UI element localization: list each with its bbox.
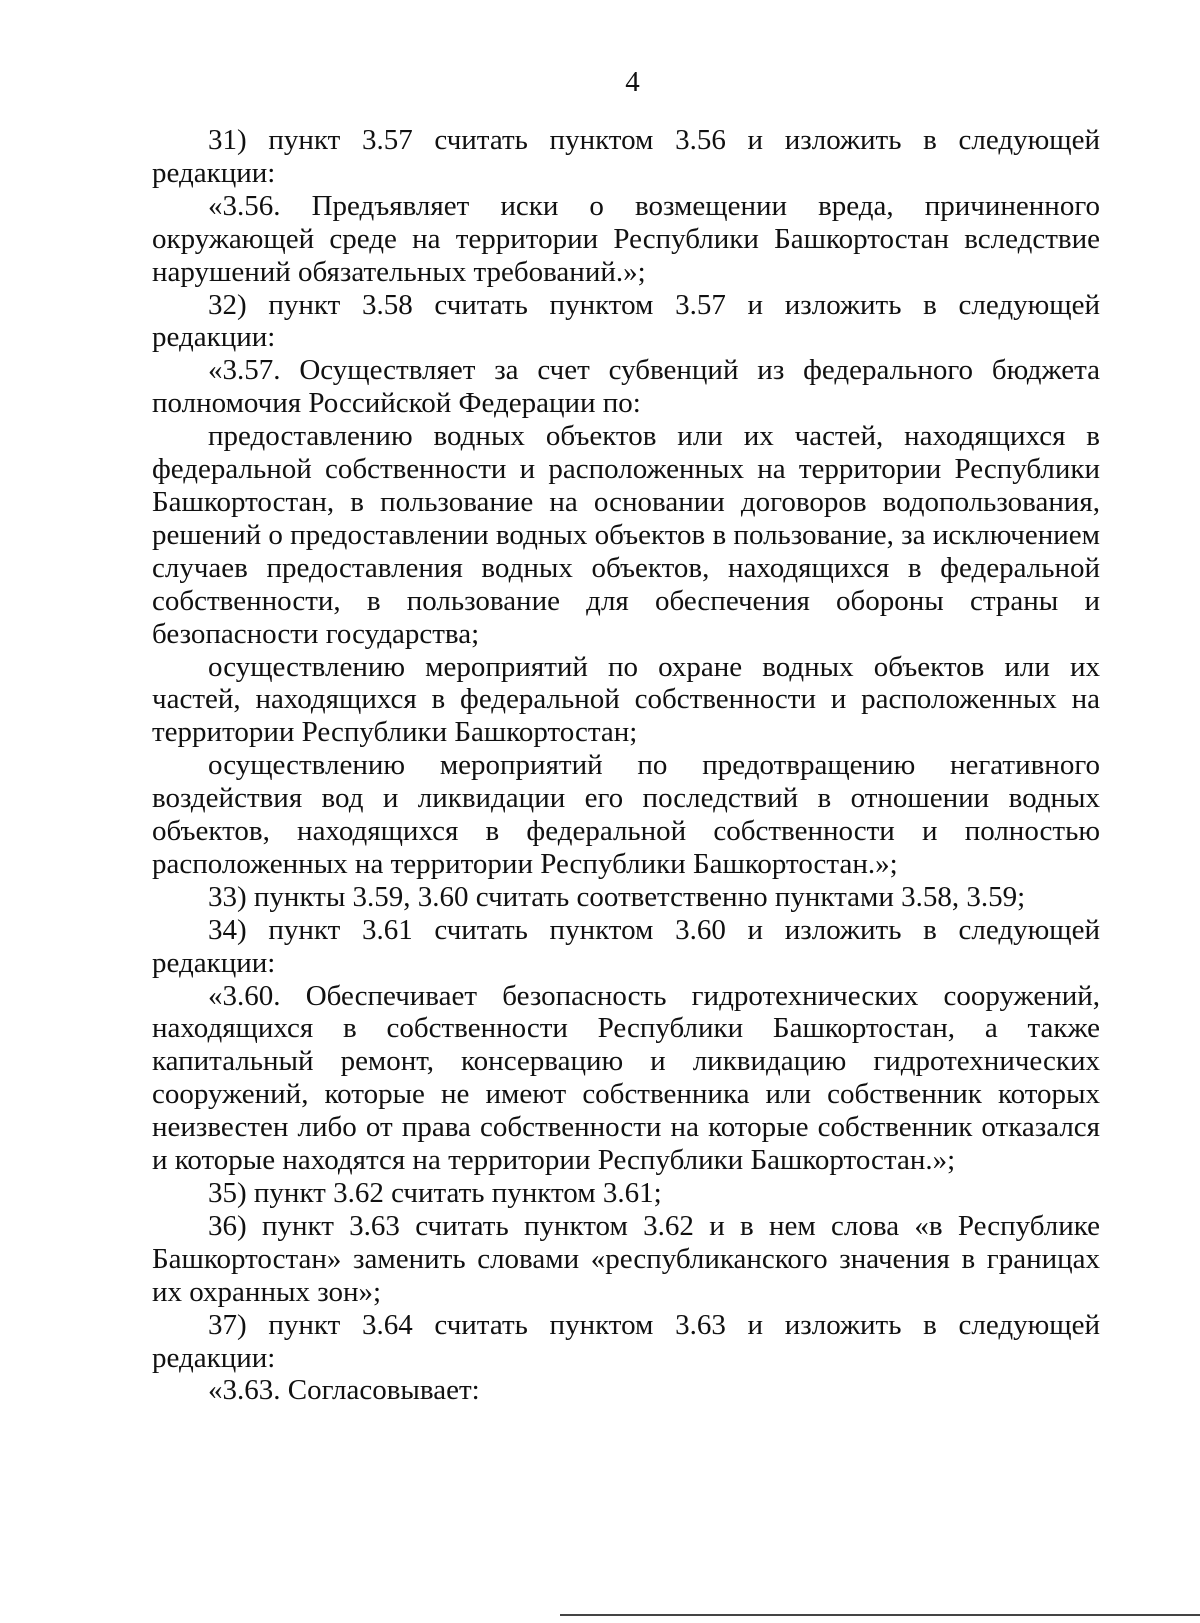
page-number: 4 — [625, 66, 640, 98]
paragraph: 31) пункт 3.57 считать пунктом 3.56 и изложить в следующей редакции: — [152, 124, 1100, 189]
paragraph: 32) пункт 3.58 считать пунктом 3.57 и изложить в следующей редакции: — [152, 288, 1100, 354]
paragraph: предоставлению водных объектов или их частей, находящихся в федеральной собственности и расположенных на территории Республики Башкортостан, в пользование на основании договоров водопользования, решений о предоставлении водных объектов в пользование, за исключением случаев предоставления водных объектов, находящихся в федеральной собственности, в пользование для обеспечения обороны страны и безопасности государства; — [152, 420, 1100, 650]
document-body — [152, 124, 1100, 1407]
paragraph: 36) пункт 3.63 считать пунктом 3.62 и в нем слова «в Республике Башкортостан» заменить словами «республиканского значения в границах их охранных зон»; — [152, 1209, 1100, 1308]
paragraph: «3.60. Обеспечивает безопасность гидротехнических сооружений, находящихся в собственности Республики Башкортостан, а также капитальный ремонт, консервацию и ликвидацию гидротехнических сооружений, которые не имеют собственника или собственник которых неизвестен либо от права собственности на которые собственник отказался и которые находятся на территории Республики Башкортостан.»; — [152, 979, 1100, 1177]
paragraph: «3.56. Предъявляет иски о возмещении вреда, причиненного окружающей среде на территории Республики Башкортостан вследствие нарушений обязательных требований.»; — [152, 189, 1100, 288]
paragraph: «3.63. Согласовывает: — [208, 1374, 480, 1407]
paragraph: 37) пункт 3.64 считать пунктом 3.63 и изложить в следующей редакции: — [152, 1308, 1100, 1374]
paragraph: 35) пункт 3.62 считать пунктом 3.61; — [208, 1177, 662, 1209]
paragraph: осуществлению мероприятий по охране водных объектов или их частей, находящихся в федеральной собственности и расположенных на территории Республики Башкортостан; — [152, 650, 1100, 749]
paragraph: осуществлению мероприятий по предотвращению негативного воздействия вод и ликвидации его последствий в отношении водных объектов, находящихся в федеральной собственности и полностью расположенных на территории Республики Башкортостан.»; — [152, 749, 1100, 880]
scan-edge-line — [560, 1614, 1200, 1616]
paragraph: 33) пункты 3.59, 3.60 считать соответственно пунктами 3.58, 3.59; — [208, 880, 1026, 913]
paragraph: 34) пункт 3.61 считать пунктом 3.60 и изложить в следующей редакции: — [152, 913, 1100, 979]
paragraph: «3.57. Осуществляет за счет субвенций из федерального бюджета полномочия Российской Федерации по: — [152, 354, 1100, 420]
